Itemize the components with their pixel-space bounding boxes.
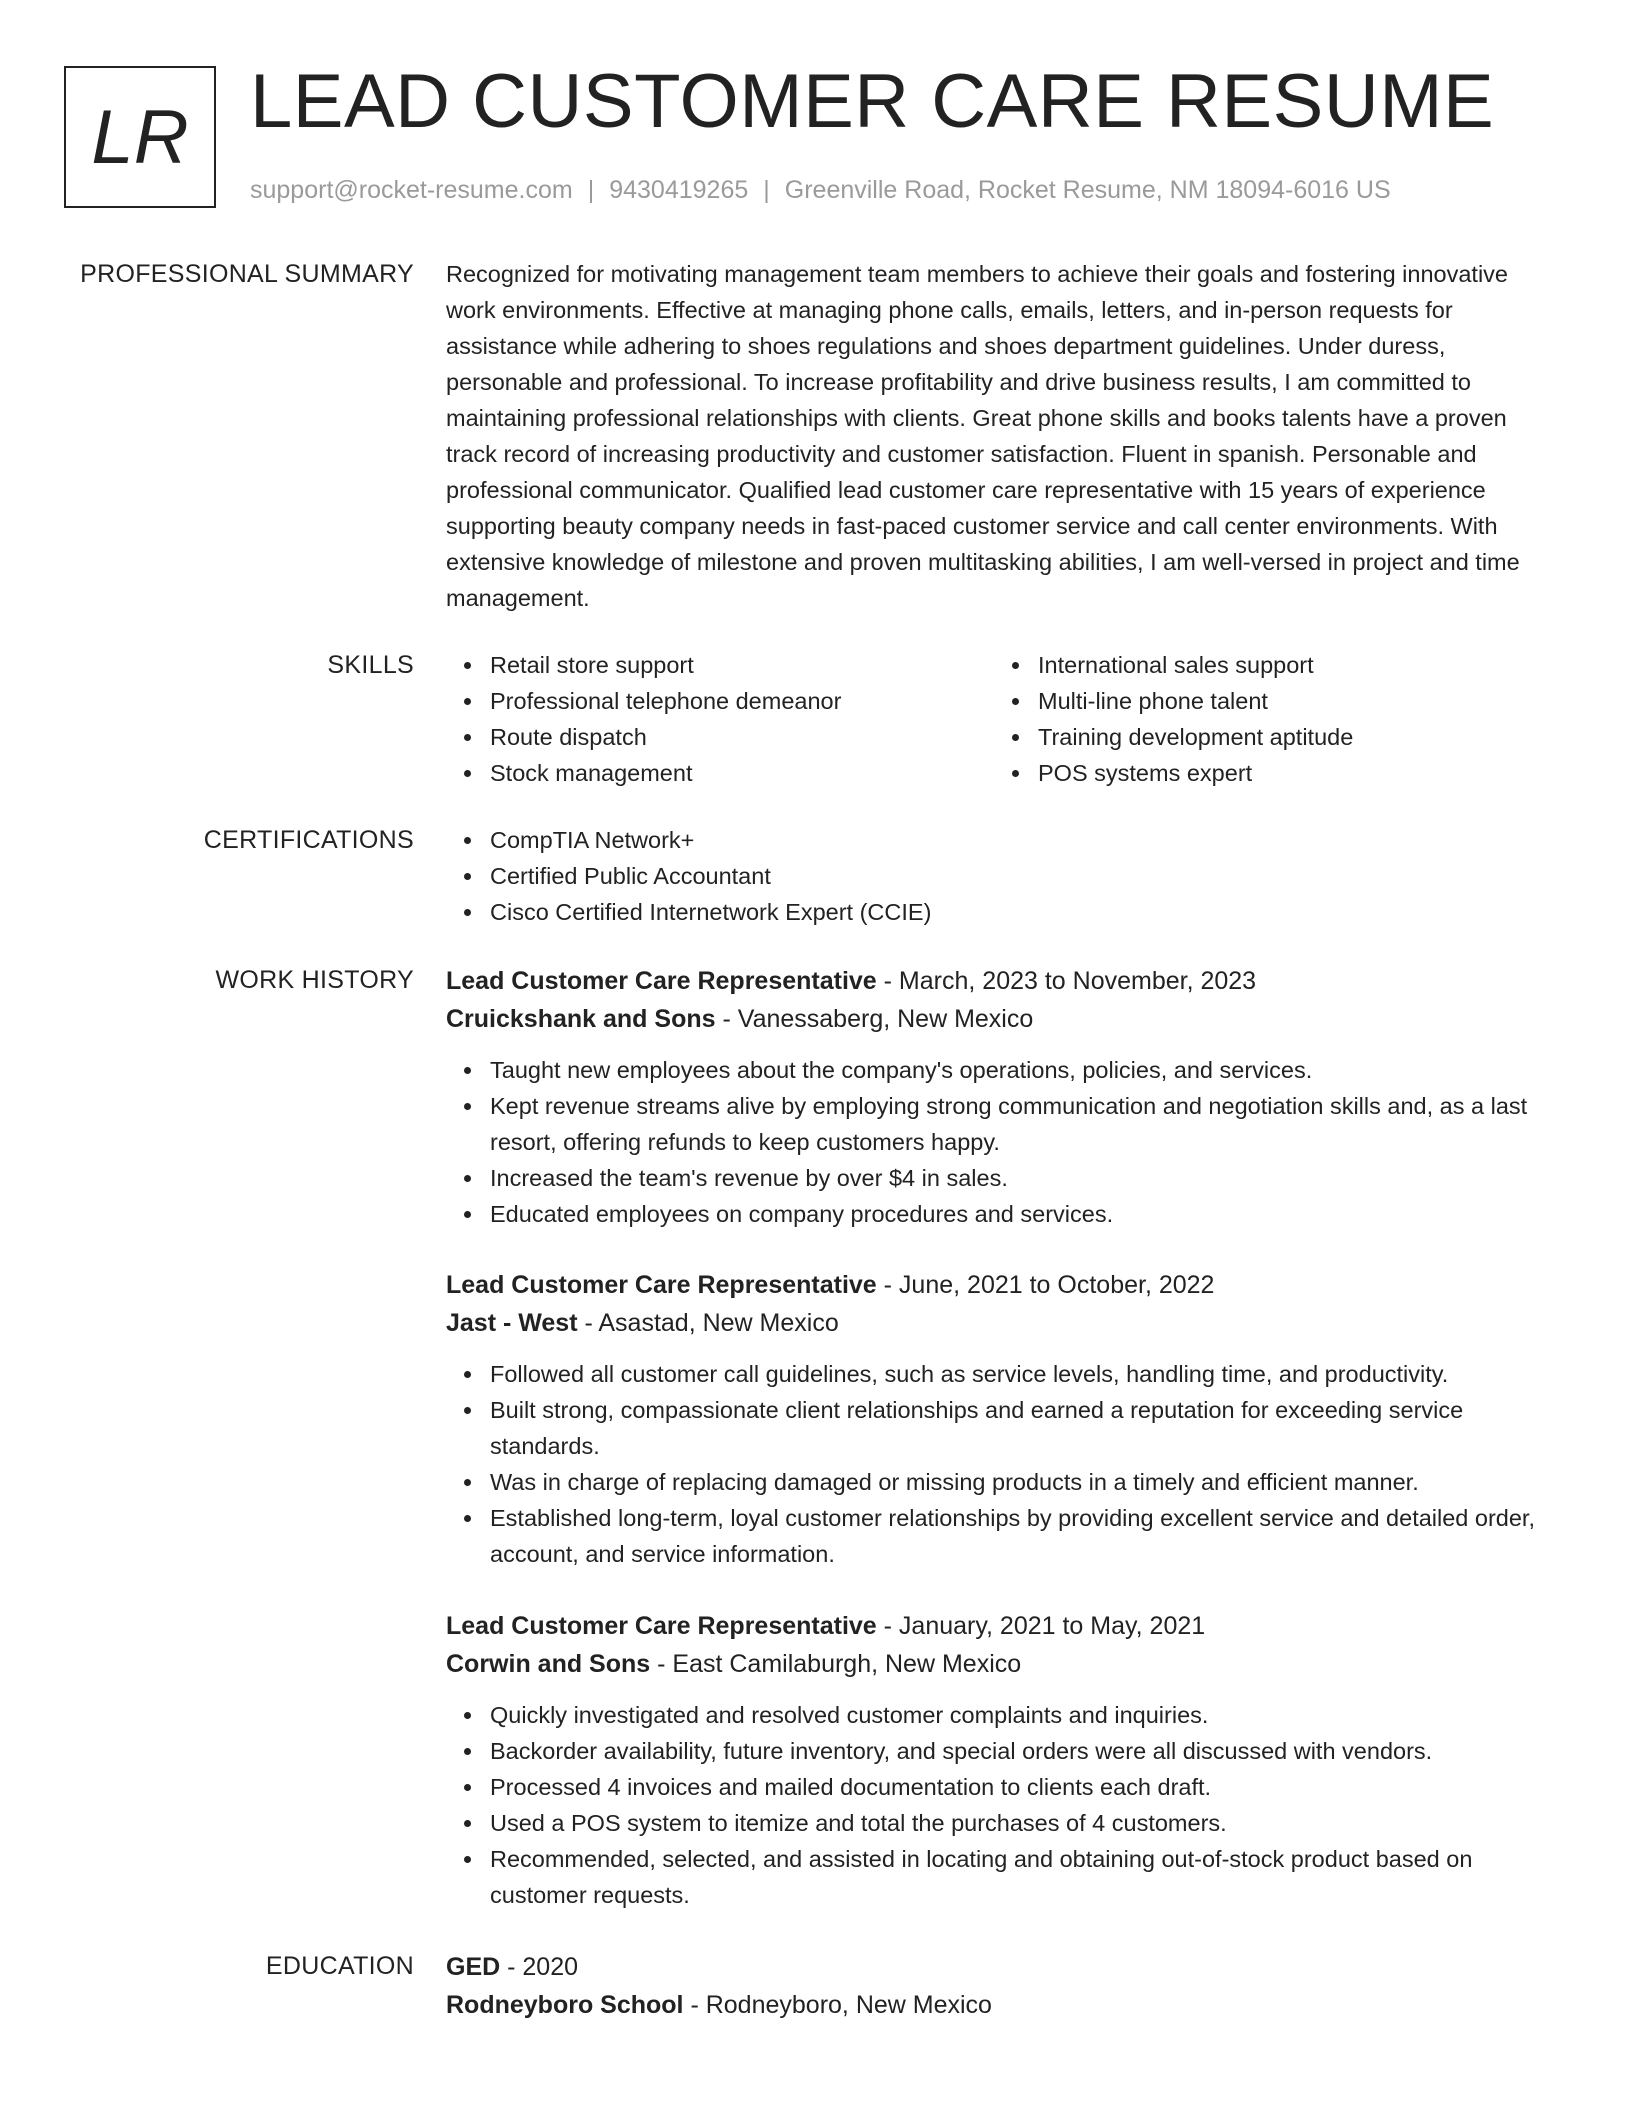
job-title: Lead Customer Care Representative [446,967,877,995]
job-title-line [446,1607,1556,1645]
job-dates: - January, 2021 to May, 2021 [876,1612,1206,1640]
resume-title: LEAD CUSTOMER CARE RESUME [250,59,1495,144]
education-location: - Rodneyboro, New Mexico [683,1991,992,2019]
skill-item: International sales support [994,647,1542,683]
section-content [446,962,1556,1908]
skills-list-right [994,647,1542,791]
job-bullet: Built strong, compassionate client relationships and earned a reputation for exceeding service standards. [446,1392,1556,1464]
section-label: WORK HISTORY [215,966,414,994]
job-bullets [446,1052,1556,1232]
section-label: PROFESSIONAL SUMMARY [80,260,414,288]
job-company-line [446,1645,1556,1683]
job-bullet: Established long-term, loyal customer relationships by providing excellent service and detailed order, account, and service information. [446,1500,1556,1572]
job-bullet: Was in charge of replacing damaged or missing products in a timely and efficient manner. [446,1464,1556,1500]
job-title-line [446,1266,1556,1304]
skill-item: Professional telephone demeanor [446,683,994,719]
job-bullet: Recommended, selected, and assisted in locating and obtaining out-of-stock product based on customer requests. [446,1841,1556,1913]
certification-item: CompTIA Network+ [446,822,1556,858]
contact-email[interactable]: support@rocket-resume.com [250,176,573,204]
job-bullet: Increased the team's revenue by over $4 in sales. [446,1160,1556,1196]
section-content [446,822,1556,930]
section-content [446,256,1556,616]
skills-grid [446,647,1556,791]
job-title: Lead Customer Care Representative [446,1271,877,1299]
job-bullet: Backorder availability, future inventory, and special orders were all discussed with vendors. [446,1733,1556,1769]
job-company: Corwin and Sons [446,1650,651,1678]
job-title: Lead Customer Care Representative [446,1612,877,1640]
job-company: Cruickshank and Sons [446,1005,716,1033]
section-label: CERTIFICATIONS [203,826,414,854]
job-bullet: Taught new employees about the company's operations, policies, and services. [446,1052,1556,1088]
section-label: SKILLS [327,651,414,679]
skill-item: Training development aptitude [994,719,1542,755]
job-company-line [446,1000,1556,1038]
skills-list-left [446,647,994,791]
job-bullets [446,1697,1556,1913]
certification-item: Cisco Certified Internetwork Expert (CCIE) [446,894,1556,930]
summary-text: Recognized for motivating management team members to achieve their goals and fostering innovative work environments. Effective at managing phone calls, emails, letters, and in-person requests for assistance while adhering to shoes regulations and shoes department guidelines. Under duress, personable and professional. To increase profitability and drive business results, I am committed to maintaining professional relationships with clients. Great phone skills and books talents have a proven track record of increasing productivity and customer satisfaction. Fluent in spanish. Personable and professional communicator. Qualified lead customer care representative with 15 years of experience supporting beauty company needs in fast-paced customer service and call center environments. With extensive knowledge of milestone and proven multitasking abilities, I am well-versed in project and time management. [446,261,1520,611]
education-degree-line [446,1948,1556,1986]
contact-phone[interactable]: 9430419265 [609,176,749,204]
job-dates: - March, 2023 to November, 2023 [876,967,1257,995]
job-bullet: Used a POS system to itemize and total the purchases of 4 customers. [446,1805,1556,1841]
contact-separator: | [763,176,770,204]
job-dates: - June, 2021 to October, 2022 [876,1271,1215,1299]
contact-line [250,174,1391,206]
education-degree: GED [446,1953,501,1981]
skill-item: Stock management [446,755,994,791]
skill-item: Route dispatch [446,719,994,755]
education-year: - 2020 [500,1953,579,1981]
job-bullet: Processed 4 invoices and mailed documentation to clients each draft. [446,1769,1556,1805]
job-bullet: Educated employees on company procedures and services. [446,1196,1556,1232]
skill-item: POS systems expert [994,755,1542,791]
section-label: EDUCATION [265,1952,414,1980]
skill-item: Multi-line phone talent [994,683,1542,719]
job-entry [446,1266,1556,1572]
certifications-list [446,822,1556,930]
job-company: Jast - West [446,1309,578,1337]
education-school: Rodneyboro School [446,1991,684,2019]
monogram-logo: LR [64,66,216,208]
job-title-line [446,962,1556,1000]
job-bullet: Followed all customer call guidelines, such as service levels, handling time, and productivity. [446,1356,1556,1392]
job-bullets [446,1356,1556,1572]
job-location: - Asastad, New Mexico [577,1309,839,1337]
skill-item: Retail store support [446,647,994,683]
job-company-line [446,1304,1556,1342]
certification-item: Certified Public Accountant [446,858,1556,894]
contact-separator: | [587,176,595,204]
job-location: - East Camilaburgh, New Mexico [650,1650,1022,1678]
job-bullet: Kept revenue streams alive by employing strong communication and negotiation skills and, as a last resort, offering refunds to keep customers happy. [446,1088,1556,1160]
job-bullet: Quickly investigated and resolved customer complaints and inquiries. [446,1697,1556,1733]
job-entry [446,1607,1556,1913]
education-school-line [446,1986,1556,2024]
job-location: - Vanessaberg, New Mexico [715,1005,1034,1033]
job-entry [446,962,1556,1232]
section-content [446,1948,1556,2024]
contact-address: Greenville Road, Rocket Resume, NM 18094-6016 US [784,176,1391,204]
